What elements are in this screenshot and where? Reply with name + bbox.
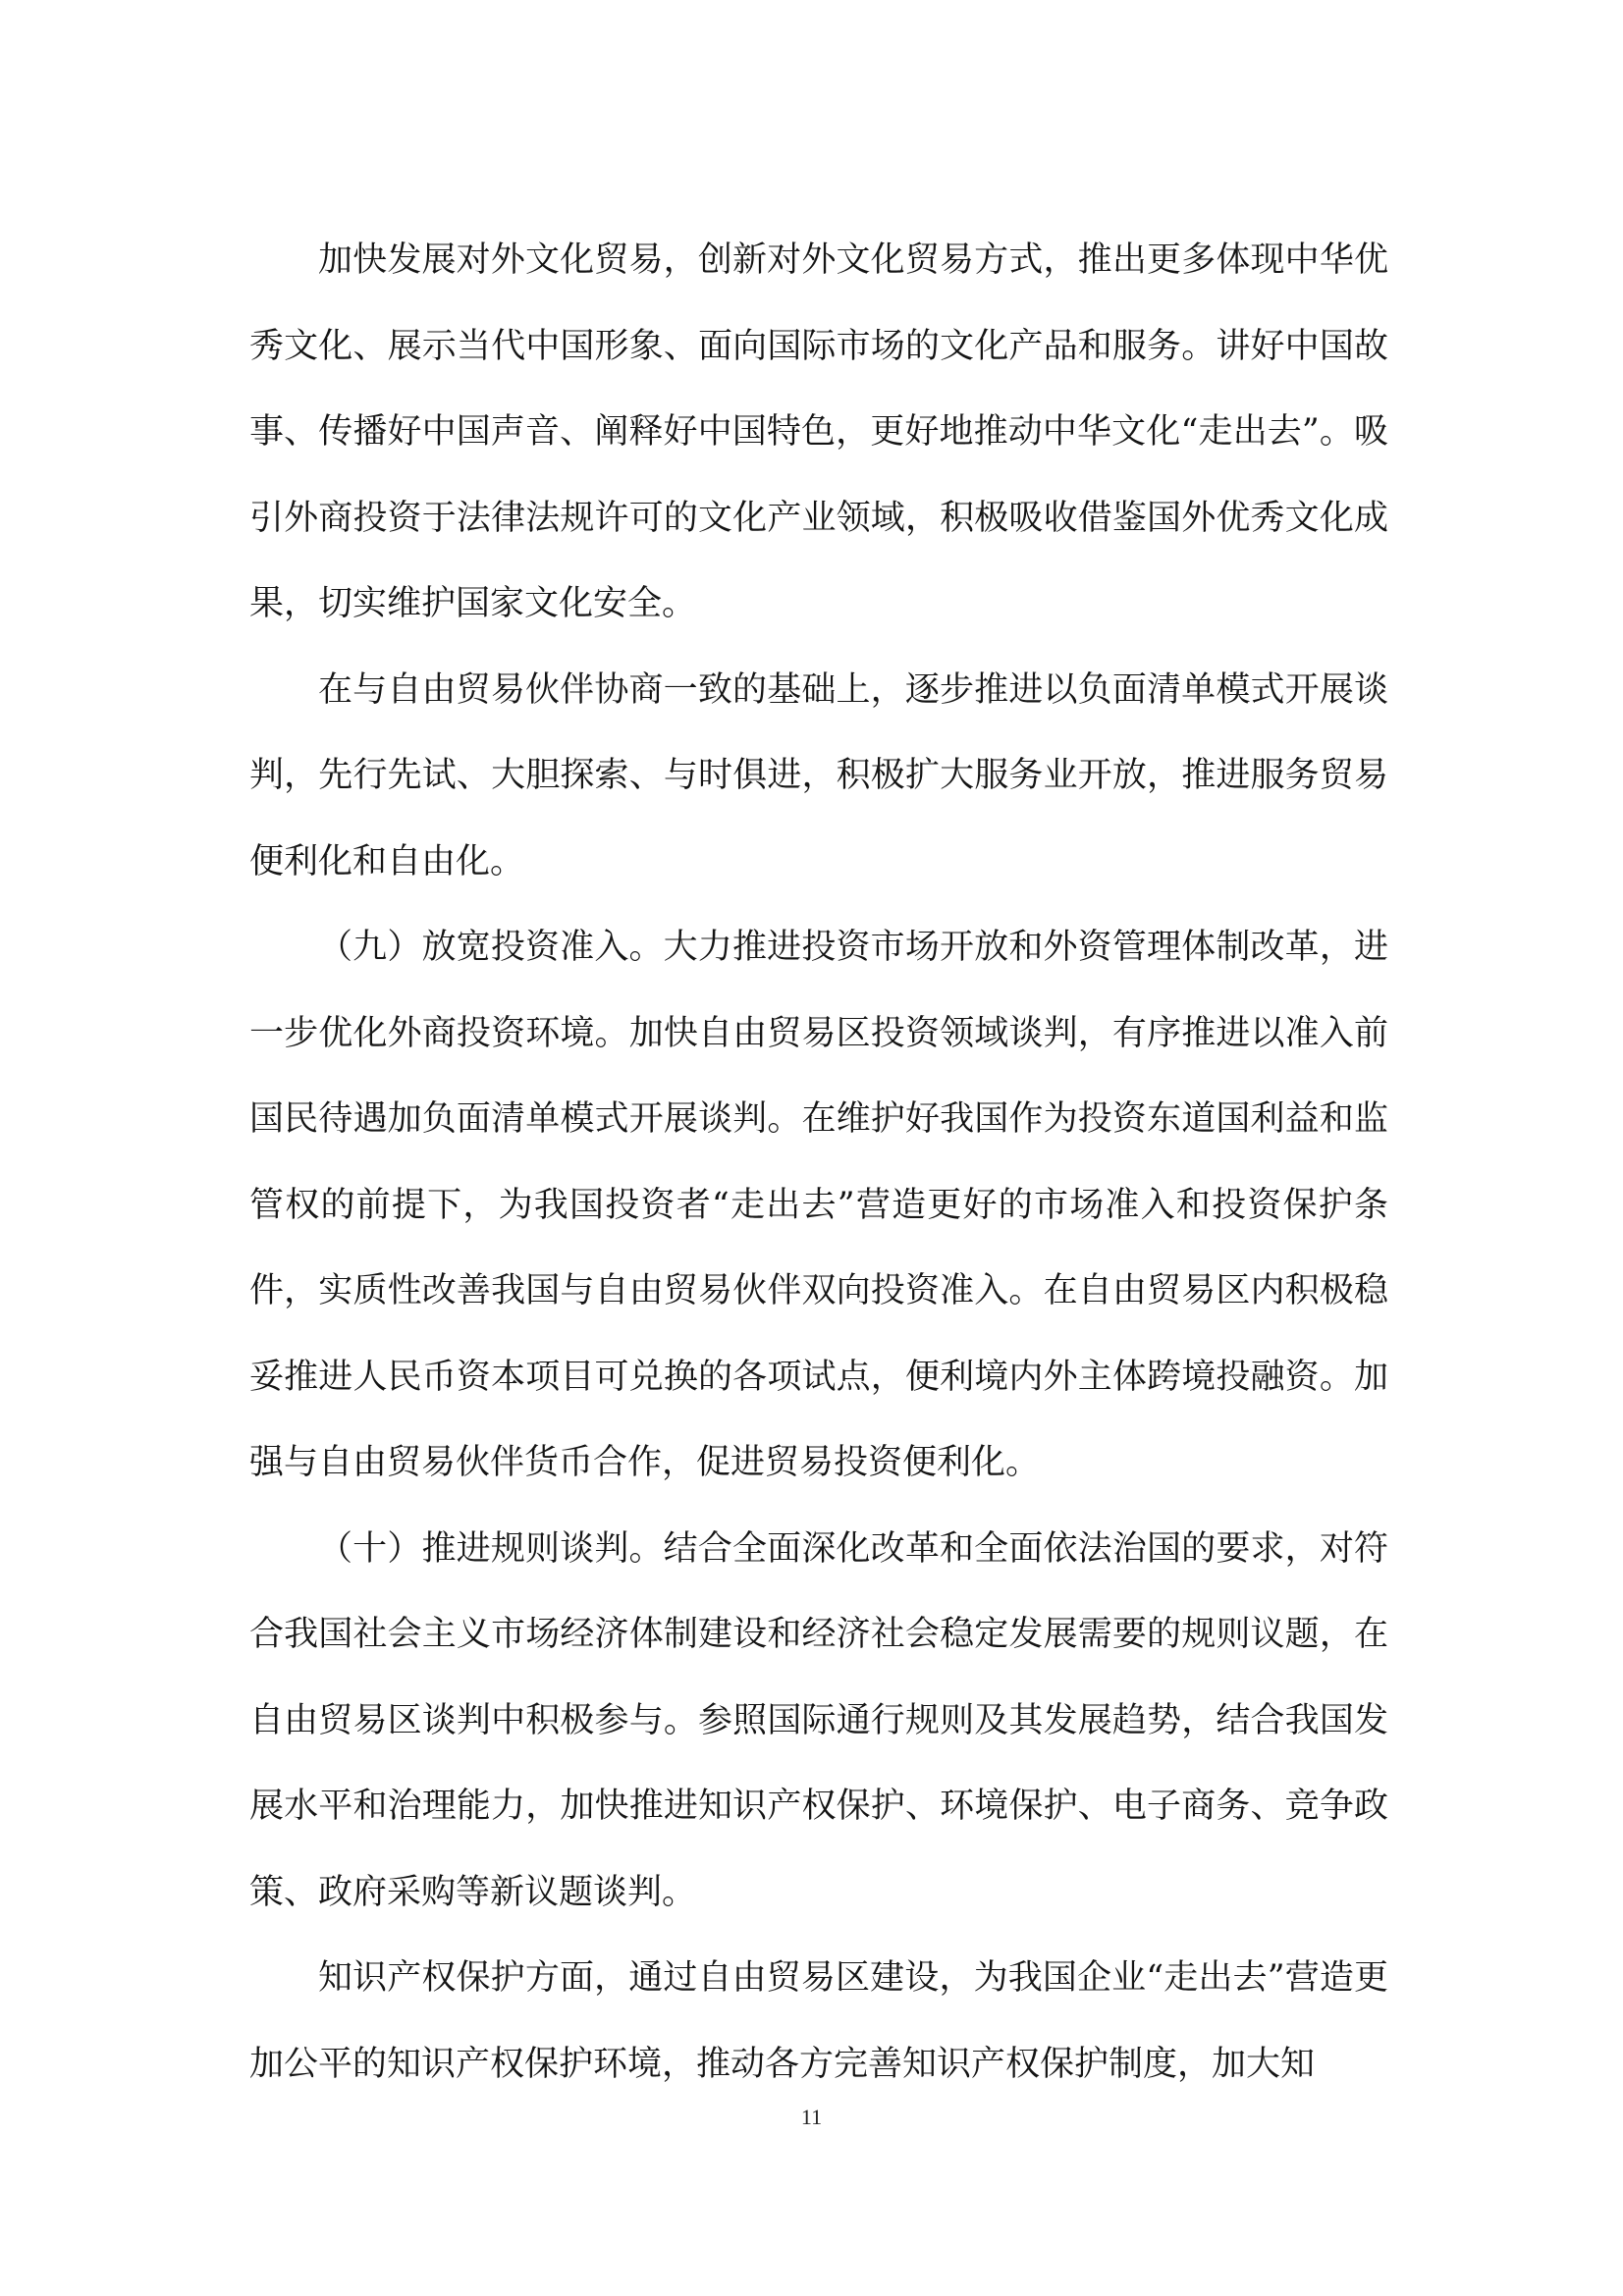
- paragraph-cultural-trade: 加快发展对外文化贸易，创新对外文化贸易方式，推出更多体现中华优秀文化、展示当代中国形象、面向国际市场的文化产品和服务。讲好中国故事、传播好中国声音、阐释好中国特色，更好地推动中华文化“走出去”。吸引外商投资于法律法规许可的文化产业领域，积极吸收借鉴国外优秀文化成果，切实维护国家文化安全。: [249, 240, 1388, 623]
- page-number: 11: [800, 2105, 823, 2129]
- document-body: [249, 218, 1388, 2108]
- paragraph-ip-protection: 知识产权保护方面，通过自由贸易区建设，为我国企业“走出去”营造更加公平的知识产权保护环境，推动各方完善知识产权保护制度，加大知: [249, 1958, 1388, 2084]
- paragraph-rules-negotiation: （十）推进规则谈判。结合全面深化改革和全面依法治国的要求，对符合我国社会主义市场经济体制建设和经济社会稳定发展需要的规则议题，在自由贸易区谈判中积极参与。参照国际通行规则及其发展趋势，结合我国发展水平和治理能力，加快推进知识产权保护、环境保护、电子商务、竞争政策、政府采购等新议题谈判。: [249, 1528, 1388, 1912]
- paragraph-negative-list: 在与自由贸易伙伴协商一致的基础上，逐步推进以负面清单模式开展谈判，先行先试、大胆探索、与时俱进，积极扩大服务业开放，推进服务贸易便利化和自由化。: [249, 669, 1388, 881]
- paragraph-investment-access: （九）放宽投资准入。大力推进投资市场开放和外资管理体制改革，进一步优化外商投资环境。加快自由贸易区投资领域谈判，有序推进以准入前国民待遇加负面清单模式开展谈判。在维护好我国作为投资东道国利益和监管权的前提下，为我国投资者“走出去”营造更好的市场准入和投资保护条件，实质性改善我国与自由贸易伙伴双向投资准入。在自由贸易区内积极稳妥推进人民币资本项目可兑换的各项试点，便利境内外主体跨境投融资。加强与自由贸易伙伴货币合作，促进贸易投资便利化。: [249, 928, 1388, 1482]
